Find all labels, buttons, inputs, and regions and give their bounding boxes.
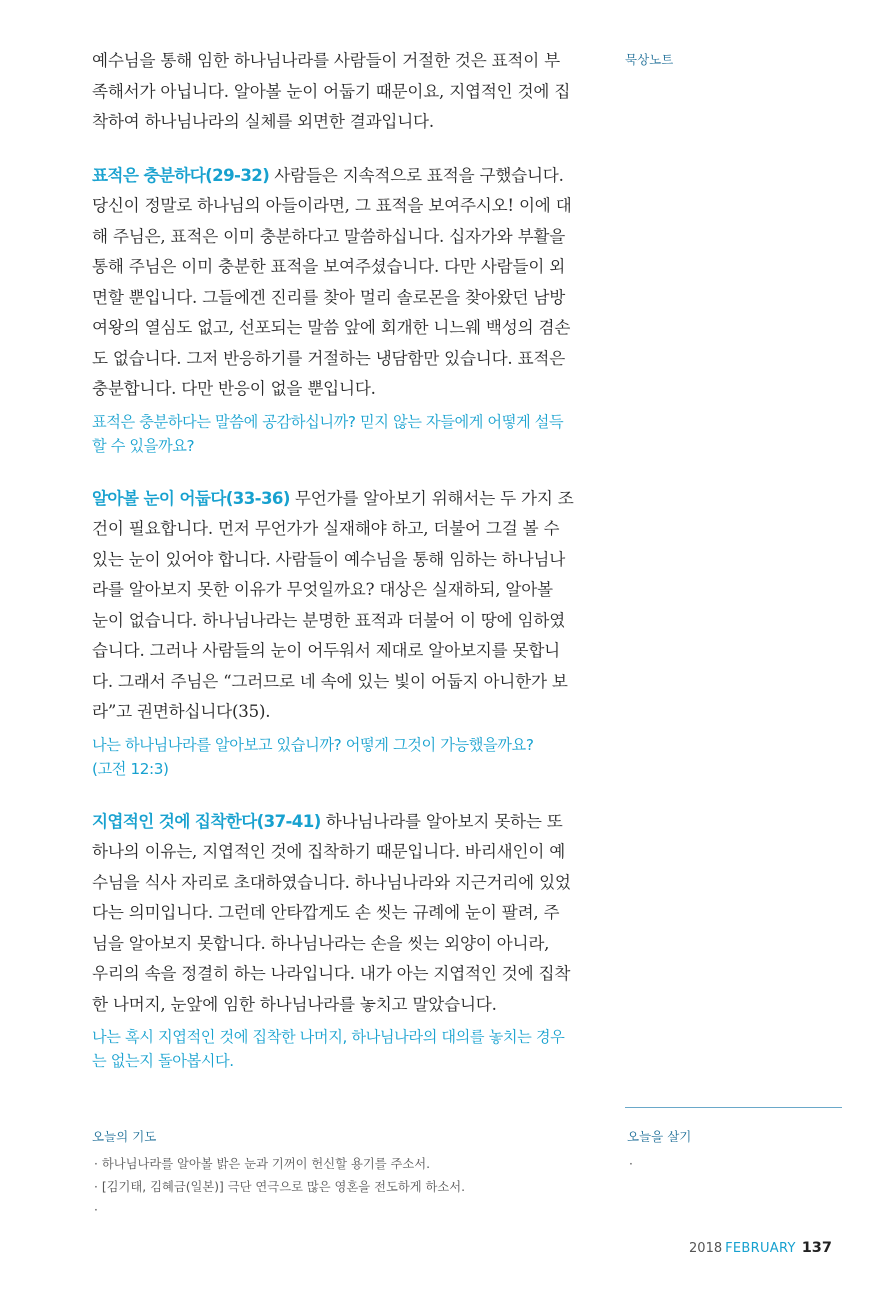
question-line: 할 수 있을까요? <box>92 436 195 455</box>
living-item: · <box>629 1157 633 1171</box>
question-line: 표적은 충분하다는 말씀에 공감하십니까? 믿지 않는 자들에게 어떻게 설득 <box>92 412 564 431</box>
section-line: 라”고 권면하십니다(35). <box>92 702 271 721</box>
section-line: 다. 그래서 주님은 “그러므로 네 속에 있는 빛이 어둡지 아니한가 보 <box>92 671 568 691</box>
section-line: 충분합니다. 다만 반응이 없을 뿐입니다. <box>92 379 376 398</box>
section-line: 면할 뿐입니다. 그들에겐 진리를 찾아 멀리 솔로몬을 찾아왔던 남방 <box>92 287 566 307</box>
section-first-line <box>92 161 594 192</box>
section-heading: 표적은 충분하다(29-32) <box>92 165 270 185</box>
section-line: 습니다. 그러나 사람들의 눈이 어두워서 제대로 알아보지를 못합니 <box>92 641 560 660</box>
section-line: 있는 눈이 있어야 합니다. 사람들이 예수님을 통해 임하는 하나님나 <box>92 549 566 569</box>
section-first-line <box>92 807 594 838</box>
section-line: 눈이 없습니다. 하나님나라는 분명한 표적과 더불어 이 땅에 임하였 <box>92 610 566 630</box>
intro-line: 예수님을 통해 임한 하나님나라를 사람들이 거절한 것은 표적이 부 <box>92 51 560 70</box>
section-first-text: 무언가를 알아보기 위해서는 두 가지 조 <box>289 488 574 508</box>
intro-paragraph <box>92 46 594 138</box>
section-heading: 지엽적인 것에 집착한다(37-41) <box>92 811 321 831</box>
sidebar-divider <box>625 1107 842 1108</box>
question-line: 나는 하나님나라를 알아보고 있습니까? 어떻게 그것이 가능했을까요? <box>92 735 534 754</box>
page-number: 137 <box>801 1240 832 1256</box>
section-line: 통해 주님은 이미 충분한 표적을 보여주셨습니다. 다만 사람들이 외 <box>92 257 566 276</box>
section-line: 님을 알아보지 못합니다. 하나님나라는 손을 씻는 외양이 아니라, <box>92 933 550 953</box>
question-line: 는 없는지 돌아봅시다. <box>92 1052 234 1070</box>
section-line: 건이 필요합니다. 먼저 무언가가 실재해야 하고, 더불어 그걸 볼 수 <box>92 519 560 538</box>
section-blind-eyes <box>92 484 594 781</box>
reflection-question <box>92 410 594 458</box>
reflection-question <box>92 733 594 781</box>
footer-month: FEBRUARY <box>725 1241 796 1256</box>
intro-line: 착하여 하나님나라의 실체를 외면한 결과입니다. <box>92 112 434 131</box>
section-first-text: 하나님나라를 알아보지 못하는 또 <box>320 811 563 831</box>
section-line: 다는 의미입니다. 그런데 안타깝게도 손 씻는 규례에 눈이 팔려, 주 <box>92 903 560 922</box>
todays-prayer <box>92 1127 592 1222</box>
section-line: 해 주님은, 표적은 이미 충분하다고 말씀하십니다. 십자가와 부활을 <box>92 226 566 246</box>
intro-line: 족해서가 아닙니다. 알아볼 눈이 어둡기 때문이요, 지엽적인 것에 집 <box>92 81 571 101</box>
section-line: 우리의 속을 정결히 하는 나라입니다. 내가 아는 지엽적인 것에 집착 <box>92 964 571 983</box>
living-today <box>627 1127 827 1176</box>
section-first-text: 사람들은 지속적으로 표적을 구했습니다. <box>269 165 564 185</box>
section-line: 여왕의 열심도 없고, 선포되는 말씀 앞에 회개한 니느웨 백성의 겸손 <box>92 318 571 337</box>
page-footer <box>689 1240 832 1256</box>
prayer-title: 오늘의 기도 <box>92 1129 157 1144</box>
question-line: 나는 혹시 지엽적인 것에 집착한 나머지, 하나님나라의 대의를 놓치는 경우 <box>92 1028 565 1046</box>
meditation-notes-label: 묵상노트 <box>625 52 674 67</box>
main-article <box>92 46 594 1073</box>
section-line: 도 없습니다. 그저 반응하기를 거절하는 냉담함만 있습니다. 표적은 <box>92 348 566 368</box>
reflection-question <box>92 1025 594 1073</box>
footer-year: 2018 <box>689 1241 723 1256</box>
prayer-item: · [김기태, 김혜금(일본)] 극단 연극으로 많은 영혼을 전도하게 하소서. <box>94 1180 466 1194</box>
prayer-item: · <box>94 1203 98 1217</box>
section-line: 수님을 식사 자리로 초대하였습니다. 하나님나라와 지근거리에 있었 <box>92 872 571 892</box>
section-trivial-things <box>92 807 594 1074</box>
question-line: (고전 12:3) <box>92 759 169 778</box>
section-line: 라를 알아보지 못한 이유가 무엇일까요? 대상은 실재하되, 알아볼 <box>92 580 553 599</box>
living-title: 오늘을 살기 <box>627 1129 692 1144</box>
section-line: 한 나머지, 눈앞에 임한 하나님나라를 놓치고 말았습니다. <box>92 994 497 1014</box>
section-signs <box>92 161 594 458</box>
section-line: 당신이 정말로 하나님의 아들이라면, 그 표적을 보여주시오! 이에 대 <box>92 196 572 215</box>
section-line: 하나의 이유는, 지엽적인 것에 집착하기 때문입니다. 바리새인이 예 <box>92 842 566 861</box>
section-first-line <box>92 484 594 515</box>
section-heading: 알아볼 눈이 어둡다(33-36) <box>92 488 290 508</box>
prayer-item: · 하나님나라를 알아볼 밝은 눈과 기꺼이 헌신할 용기를 주소서. <box>94 1157 431 1171</box>
